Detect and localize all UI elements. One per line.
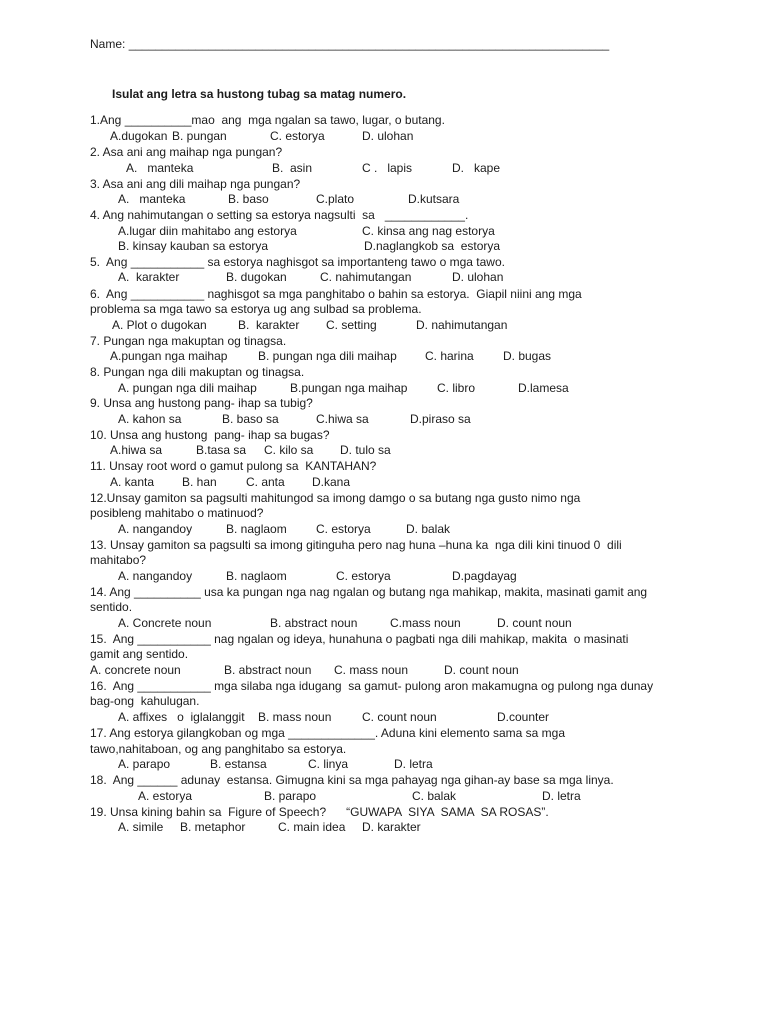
question-10-option-c: C. kilo sa: [264, 443, 314, 457]
question-2-option-a: A. manteka: [126, 161, 194, 175]
question-15-option-c: C. mass noun: [334, 663, 409, 677]
question-1-option-d: D. ulohan: [362, 129, 414, 143]
question-13-stem: 13. Unsay gamiton sa pagsulti sa imong gitinguha pero nag huna –huna ka nga dili kini tinuod 0 dili: [90, 538, 622, 552]
question-1-option-c: C. estorya: [270, 129, 325, 143]
question-9-stem: 9. Unsa ang hustong pang- ihap sa tubig?: [90, 396, 313, 410]
question-7-option-c: C. harina: [425, 349, 474, 363]
question-10-option-a: A.hiwa sa: [110, 443, 163, 457]
question-5-stem: 5. Ang ___________ sa estorya naghisgot sa importanteng tawo o mga tawo.: [90, 255, 505, 269]
question-19-option-a: A. simile: [118, 820, 164, 834]
question-13-stem-line-2: mahitabo?: [90, 553, 147, 567]
question-10-stem: 10. Unsa ang hustong pang- ihap sa bugas?: [90, 428, 330, 442]
question-14-option-a: A. Concrete noun: [118, 616, 212, 630]
question-19-option-d: D. karakter: [362, 820, 421, 834]
question-6-stem: 6. Ang ___________ naghisgot sa mga panghitabo o bahin sa estorya. Giapil niini ang mga: [90, 287, 582, 301]
question-12-option-c: C. estorya: [316, 522, 371, 536]
question-17-option-b: B. estansa: [210, 757, 267, 771]
question-8-option-c: C. libro: [437, 381, 476, 395]
name-line: [90, 37, 609, 51]
question-5-option-b: B. dugokan: [226, 270, 287, 284]
question-15-option-b: B. abstract noun: [224, 663, 312, 677]
question-17-stem-line-2: tawo,nahitaboan, og ang panghitabo sa estorya.: [90, 742, 347, 756]
question-6-stem-line-2: problema sa mga tawo sa estorya ug ang sulbad sa problema.: [90, 302, 422, 316]
question-1-stem: 1.Ang __________mao ang mga ngalan sa tawo, lugar, o butang.: [90, 113, 445, 127]
question-16-option-b: B. mass noun: [258, 710, 332, 724]
question-2-stem: 2. Asa ani ang maihap nga pungan?: [90, 145, 283, 159]
question-8-option-d: D.lamesa: [518, 381, 569, 395]
question-12-stem: 12.Unsay gamiton sa pagsulti mahitungod sa imong damgo o sa butang nga gusto nimo nga: [90, 491, 581, 505]
question-18-option-d: D. letra: [542, 789, 581, 803]
question-6-option-d: D. nahimutangan: [416, 318, 508, 332]
question-11-option-d: D.kana: [312, 475, 351, 489]
question-4-option-d: D.naglangkob sa estorya: [364, 239, 501, 253]
question-5-option-a: A. karakter: [118, 270, 180, 284]
question-14-option-c: C.mass noun: [390, 616, 461, 630]
question-12-option-a: A. nangandoy: [118, 522, 193, 536]
name-blank: ________________________________________________________________________: [128, 37, 610, 51]
question-2-option-b: B. asin: [272, 161, 313, 175]
question-18-option-c: C. balak: [412, 789, 457, 803]
question-9-option-b: B. baso sa: [222, 412, 279, 426]
question-14-option-d: D. count noun: [497, 616, 572, 630]
question-16-stem: 16. Ang ___________ mga silaba nga idugang sa gamut- pulong aron makamugna og pulong nga dunay: [90, 679, 654, 693]
question-11-option-c: C. anta: [246, 475, 285, 489]
question-1-option-a: A.dugokan: [110, 129, 168, 143]
question-4-option-b: B. kinsay kauban sa estorya: [118, 239, 269, 253]
question-11-option-b: B. han: [182, 475, 217, 489]
question-8-option-b: B.pungan nga maihap: [290, 381, 408, 395]
question-2-option-c: C . lapis: [362, 161, 413, 175]
question-13-option-a: A. nangandoy: [118, 569, 193, 583]
question-14-stem-line-2: sentido.: [90, 600, 133, 614]
question-13-option-c: C. estorya: [336, 569, 391, 583]
question-1-option-b: B. pungan: [172, 129, 227, 143]
question-11-stem: 11. Unsay root word o gamut pulong sa KANTAHAN?: [90, 459, 377, 473]
question-15-option-d: D. count noun: [444, 663, 519, 677]
question-4-option-a: A.lugar diin mahitabo ang estorya: [118, 224, 297, 238]
question-16-option-a: A. affixes o iglalanggit: [118, 710, 245, 724]
question-2-option-d: D. kape: [452, 161, 501, 175]
question-10-option-d: D. tulo sa: [340, 443, 391, 457]
question-5-option-c: C. nahimutangan: [320, 270, 412, 284]
question-9-option-c: C.hiwa sa: [316, 412, 369, 426]
question-6-option-b: B. karakter: [238, 318, 300, 332]
question-6-option-c: C. setting: [326, 318, 377, 332]
question-16-stem-line-2: bag-ong kahulugan.: [90, 694, 200, 708]
question-3-option-a: A. manteka: [118, 192, 186, 206]
question-10-option-b: B.tasa sa: [196, 443, 247, 457]
question-13-option-b: B. naglaom: [226, 569, 287, 583]
question-3-option-c: C.plato: [316, 192, 355, 206]
question-3-stem: 3. Asa ani ang dili maihap nga pungan?: [90, 177, 301, 191]
question-14-stem: 14. Ang __________ usa ka pungan nga nag ngalan og butang nga mahikap, makita, masinati gamit ang: [90, 585, 648, 599]
question-15-stem: 15. Ang ___________ nag ngalan og ideya, hunahuna o pagbati nga dili mahikap, makita o masinati: [90, 632, 629, 646]
question-11-option-a: A. kanta: [110, 475, 155, 489]
question-17-option-a: A. parapo: [118, 757, 171, 771]
question-3-option-b: B. baso: [228, 192, 269, 206]
question-18-stem: 18. Ang ______ adunay estansa. Gimugna kini sa mga pahayag nga gihan-ay base sa mga linya.: [90, 773, 614, 787]
question-16-option-c: C. count noun: [362, 710, 437, 724]
question-17-option-d: D. letra: [394, 757, 433, 771]
question-19-option-c: C. main idea: [278, 820, 346, 834]
question-7-option-a: A.pungan nga maihap: [110, 349, 228, 363]
question-14-option-b: B. abstract noun: [270, 616, 358, 630]
question-13-option-d: D.pagdayag: [452, 569, 517, 583]
question-17-stem: 17. Ang estorya gilangkoban og mga _____________. Aduna kini elemento sama sa mga: [90, 726, 566, 740]
question-12-option-b: B. naglaom: [226, 522, 287, 536]
question-12-option-d: D. balak: [406, 522, 451, 536]
question-19-stem: 19. Unsa kining bahin sa Figure of Speech? “GUWAPA SIYA SAMA SA ROSAS”.: [90, 805, 549, 819]
question-4-option-c: C. kinsa ang nag estorya: [362, 224, 495, 238]
question-7-option-d: D. bugas: [503, 349, 552, 363]
question-7-stem: 7. Pungan nga makuptan og tinagsa.: [90, 334, 287, 348]
question-12-stem-line-2: posibleng mahitabo o matinuod?: [90, 506, 264, 520]
question-9-option-a: A. kahon sa: [118, 412, 182, 426]
question-8-stem: 8. Pungan nga dili makuptan og tinagsa.: [90, 365, 305, 379]
question-18-option-b: B. parapo: [264, 789, 317, 803]
question-7-option-b: B. pungan nga dili maihap: [258, 349, 397, 363]
question-15-option-a: A. concrete noun: [90, 663, 181, 677]
question-18-option-a: A. estorya: [138, 789, 193, 803]
question-19-option-b: B. metaphor: [180, 820, 246, 834]
question-9-option-d: D.piraso sa: [410, 412, 471, 426]
question-16-option-d: D.counter: [497, 710, 550, 724]
question-6-option-a: A. Plot o dugokan: [112, 318, 207, 332]
question-8-option-a: A. pungan nga dili maihap: [118, 381, 257, 395]
question-17-option-c: C. linya: [308, 757, 349, 771]
question-15-stem-line-2: gamit ang sentido.: [90, 647, 189, 661]
question-3-option-d: D.kutsara: [408, 192, 460, 206]
name-label: Name:: [90, 37, 126, 51]
instructions: Isulat ang letra sa hustong tubag sa matag numero.: [112, 87, 407, 101]
question-4-stem: 4. Ang nahimutangan o setting sa estorya nagsulti sa ____________.: [90, 208, 469, 222]
question-5-option-d: D. ulohan: [452, 270, 504, 284]
